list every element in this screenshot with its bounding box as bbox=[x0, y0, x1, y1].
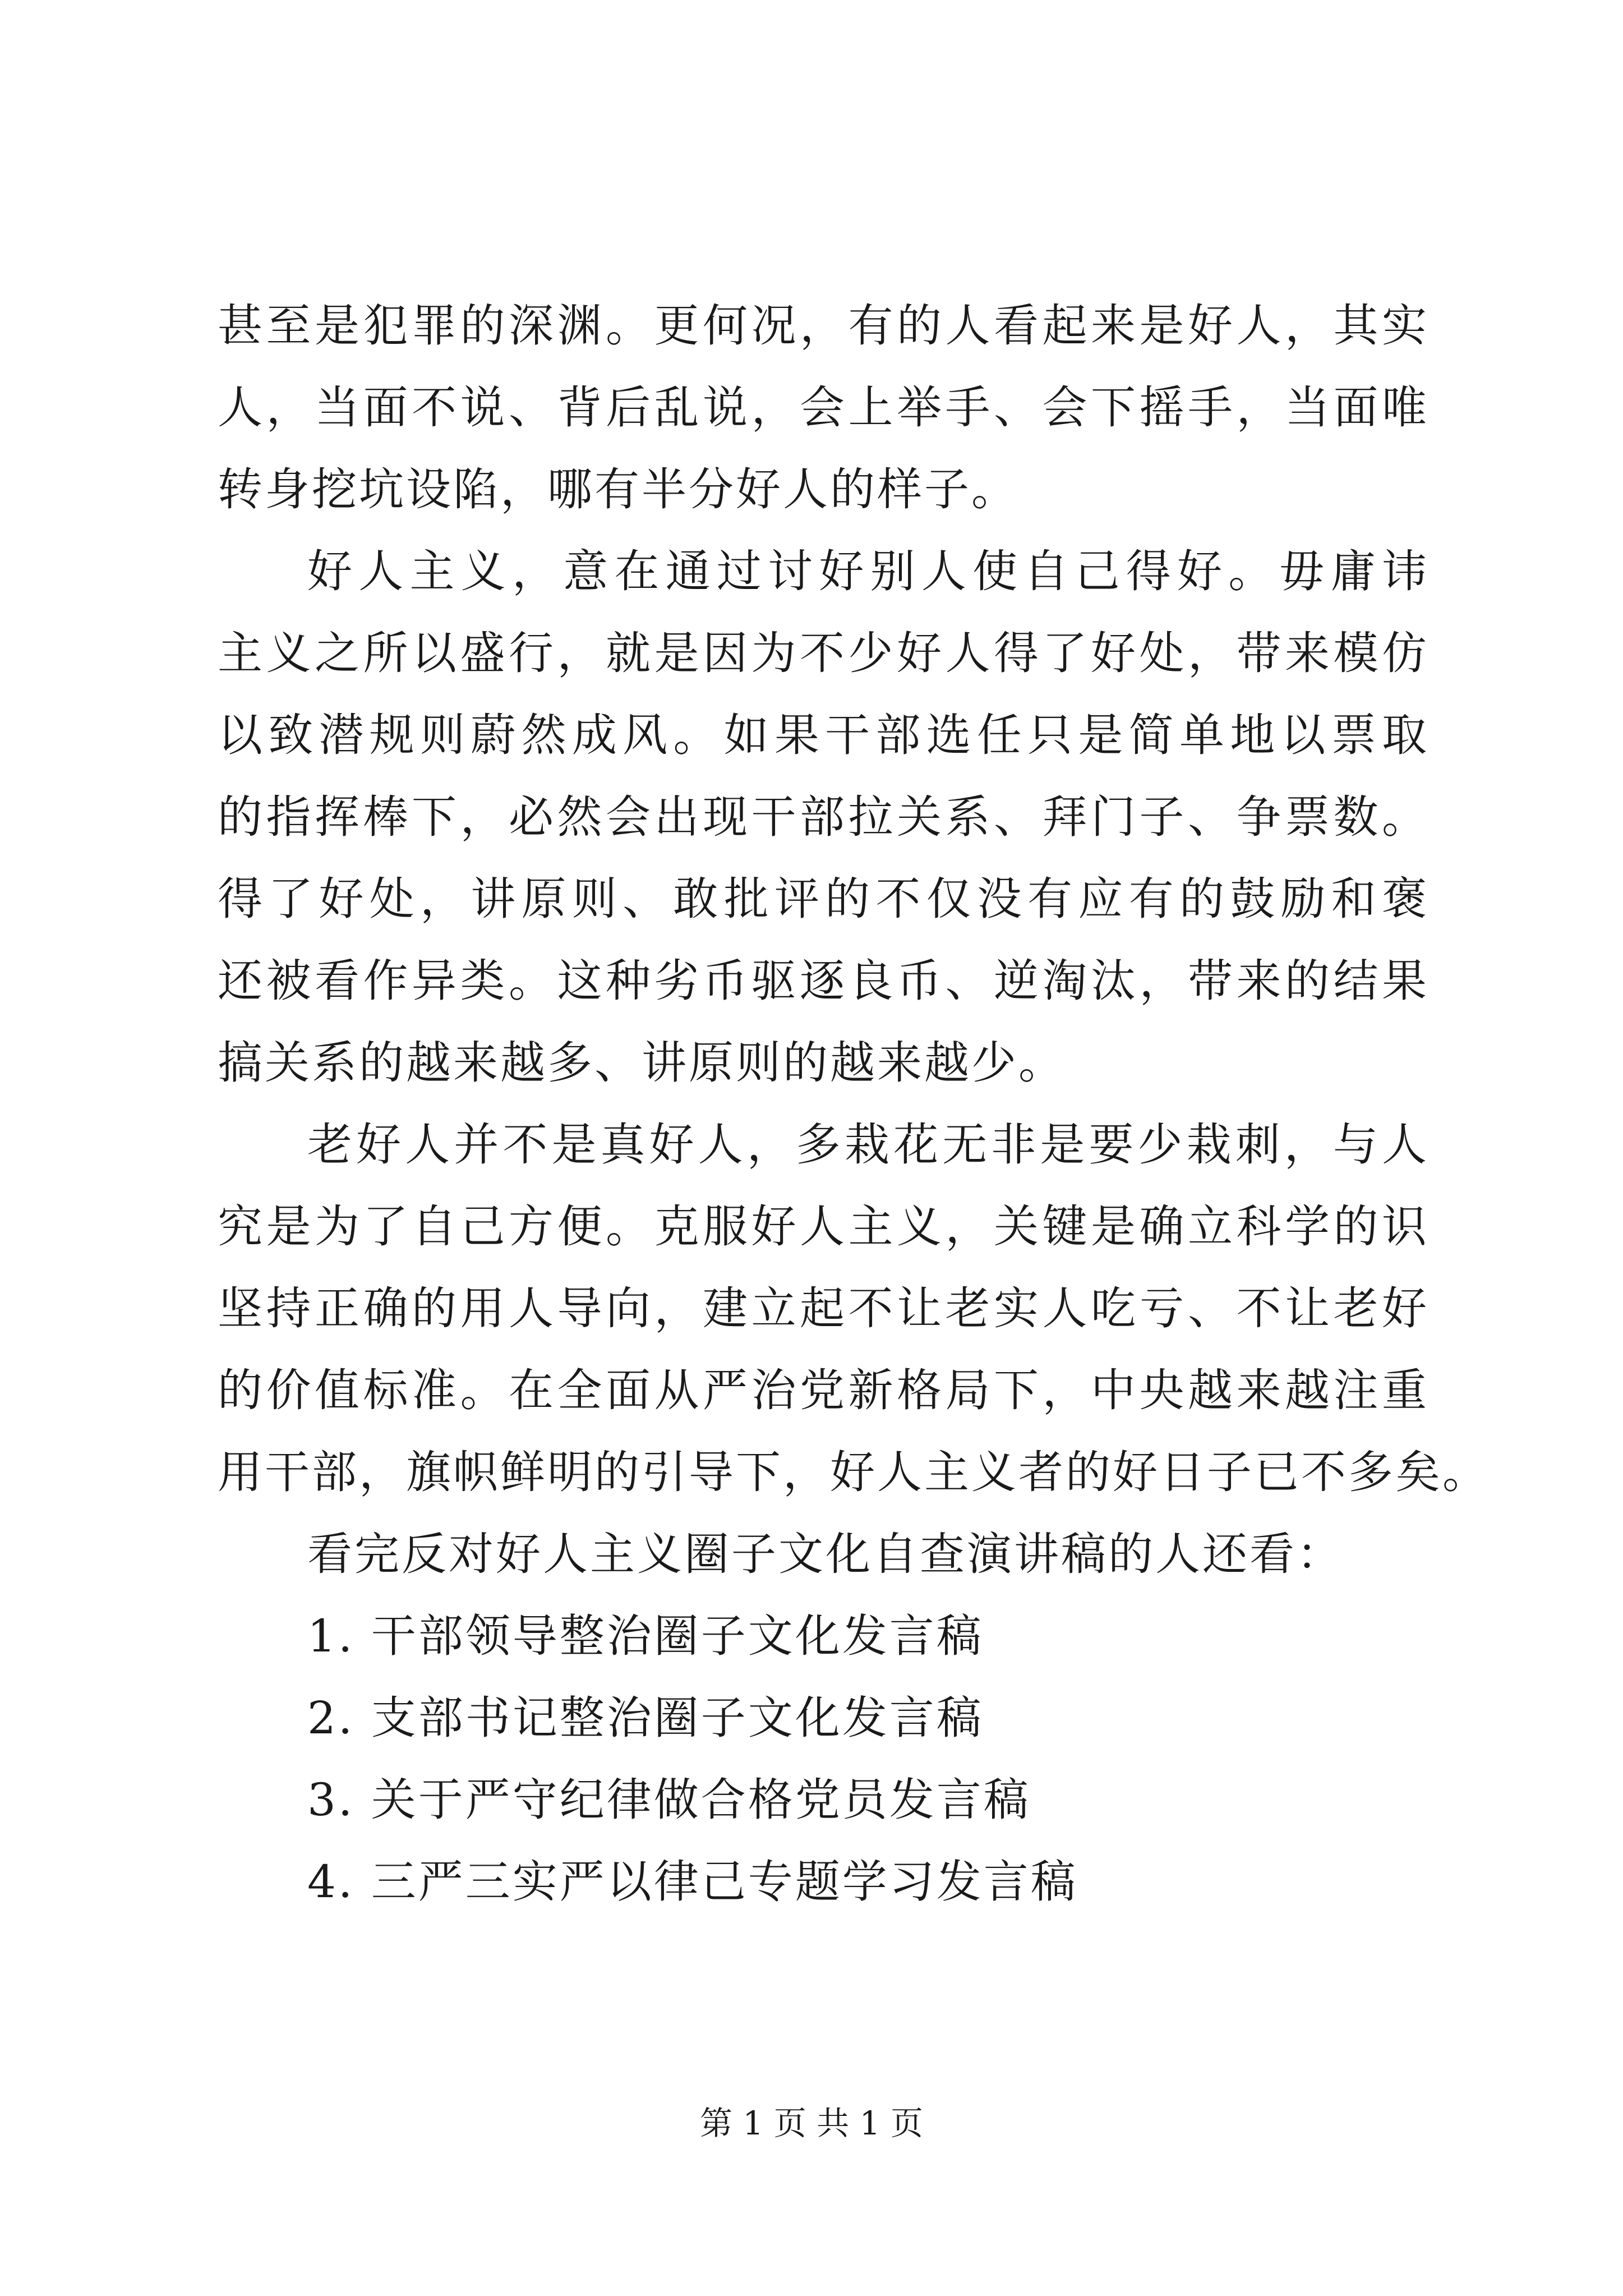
related-article-link[interactable]: 3. 关于严守纪律做合格党员发言稿 bbox=[307, 1774, 1031, 1826]
document-body bbox=[218, 285, 1490, 1923]
paragraph-2-line-2: 主义之所以盛行，就是因为不少好人得了好处，带来模仿 bbox=[218, 627, 1429, 679]
paragraph-1-line-1: 甚至是犯罪的深渊。更何况，有的人看起来是好人，其实 bbox=[218, 300, 1429, 352]
paragraph-1-line-3: 转身挖坑设陷，哪有半分好人的样子。 bbox=[218, 463, 1018, 516]
paragraph-3-line-4: 的价值标准。在全面从严治党新格局下，中央越来越注重 bbox=[218, 1364, 1429, 1416]
related-article-link[interactable]: 2. 支部书记整治圈子文化发言稿 bbox=[307, 1692, 984, 1744]
paragraph-3-line-5: 用干部，旗帜鲜明的引导下，好人主义者的好日子已不多矣。 bbox=[218, 1446, 1490, 1498]
paragraph-2-line-5: 得了好处，讲原则、敢批评的不仅没有应有的鼓励和褒 bbox=[218, 873, 1429, 925]
paragraph-3-line-1: 老好人并不是真好人，多栽花无非是要少栽刺，与人 bbox=[307, 1119, 1429, 1171]
paragraph-3-line-3: 坚持正确的用人导向，建立起不让老实人吃亏、不让老好 bbox=[218, 1282, 1429, 1335]
paragraph-2-line-1: 好人主义，意在通过讨好别人使自己得好。毋庸讳 bbox=[307, 545, 1429, 597]
paragraph-2-line-4: 的指挥棒下，必然会出现干部拉关系、拜门子、争票数。 bbox=[218, 791, 1429, 843]
paragraph-1-line-2: 人，当面不说、背后乱说，会上举手、会下摇手，当面唯 bbox=[218, 381, 1429, 434]
paragraph-2-line-7: 搞关系的越来越多、讲原则的越来越少。 bbox=[218, 1037, 1066, 1089]
related-article-link[interactable]: 4. 三严三实严以律己专题学习发言稿 bbox=[307, 1856, 1078, 1908]
paragraph-3-line-2: 究是为了自己方便。克服好人主义，关键是确立科学的识 bbox=[218, 1200, 1429, 1253]
related-article-link[interactable]: 1. 干部领导整治圈子文化发言稿 bbox=[307, 1610, 984, 1662]
paragraph-2-line-6: 还被看作异类。这种劣币驱逐良币、逆淘汰，带来的结果 bbox=[218, 955, 1429, 1007]
page-number-footer: 第 1 页 共 1 页 bbox=[700, 2104, 923, 2142]
paragraph-2-line-3: 以致潜规则蔚然成风。如果干部选任只是简单地以票取 bbox=[218, 709, 1429, 761]
related-articles-intro: 看完反对好人主义圈子文化自查演讲稿的人还看： bbox=[307, 1528, 1344, 1580]
